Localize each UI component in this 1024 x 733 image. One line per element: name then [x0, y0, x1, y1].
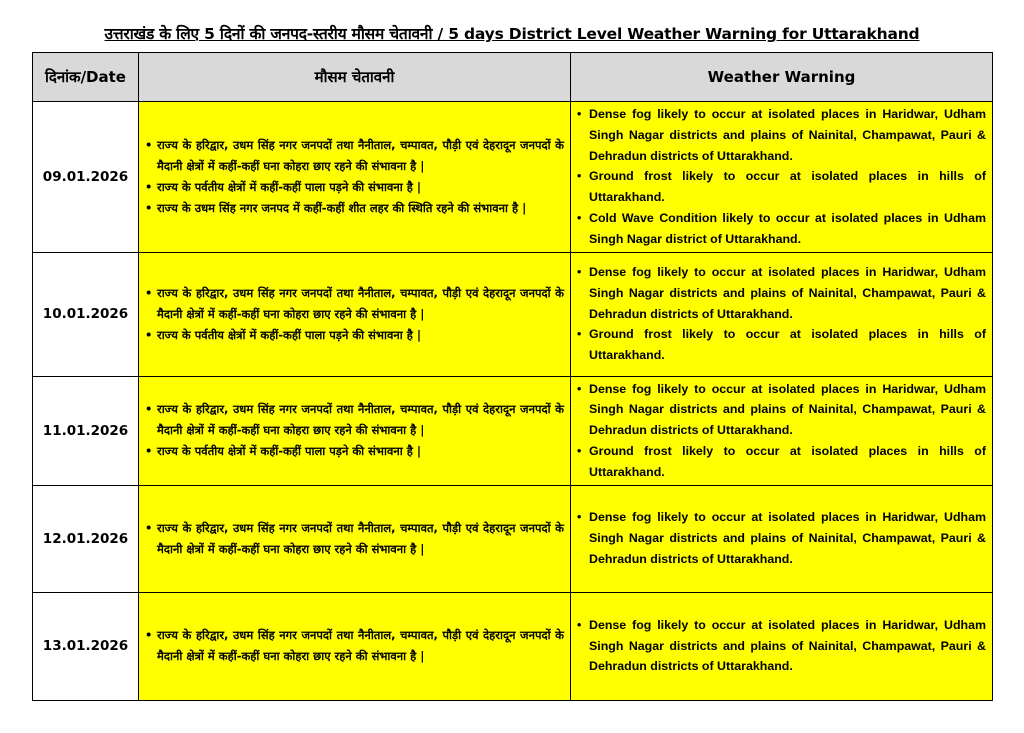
date-cell: 13.01.2026: [33, 592, 139, 700]
table-row: [33, 376, 993, 485]
table-row: [33, 252, 993, 376]
list-item: • Cold Wave Condition likely to occur at isolated places in Udham Singh Nagar district of Uttarakhand.: [575, 208, 986, 250]
list-item: • राज्य के पर्वतीय क्षेत्रों में कहीं-कहीं पाला पड़ने की संभावना है |: [143, 177, 564, 198]
list-item: • राज्य के हरिद्वार, उधम सिंह नगर जनपदों तथा नैनीताल, चम्पावत, पौड़ी एवं देहरादून जनपदों के मैदानी क्षेत्रों में कहीं-कहीं घना कोहरा छाए रहने की संभावना है |: [143, 399, 564, 441]
warning-table: [32, 52, 993, 701]
page-title: उत्तराखंड के लिए 5 दिनों की जनपद-स्तरीय मौसम चेतावनी / 5 days District Level Weather Warning for Uttarakhand: [104, 25, 920, 43]
list-item: • Ground frost likely to occur at isolated places in hills of Uttarakhand.: [575, 441, 986, 483]
english-warning-cell: [571, 252, 993, 376]
date-cell: 10.01.2026: [33, 252, 139, 376]
english-warning-cell: [571, 592, 993, 700]
list-item: • राज्य के हरिद्वार, उधम सिंह नगर जनपदों तथा नैनीताल, चम्पावत, पौड़ी एवं देहरादून जनपदों के मैदानी क्षेत्रों में कहीं-कहीं घना कोहरा छाए रहने की संभावना है |: [143, 283, 564, 325]
hindi-warning-cell: [139, 102, 571, 253]
list-item: • राज्य के पर्वतीय क्षेत्रों में कहीं-कहीं पाला पड़ने की संभावना है |: [143, 441, 564, 462]
hindi-warning-cell: [139, 592, 571, 700]
list-item: • राज्य के हरिद्वार, उधम सिंह नगर जनपदों तथा नैनीताल, चम्पावत, पौड़ी एवं देहरादून जनपदों के मैदानी क्षेत्रों में कहीं-कहीं घना कोहरा छाए रहने की संभावना है |: [143, 625, 564, 667]
list-item: • Dense fog likely to occur at isolated places in Haridwar, Udham Singh Nagar districts and plains of Nainital, Champawat, Pauri & Dehradun districts of Uttarakhand.: [575, 507, 986, 569]
list-item: • Dense fog likely to occur at isolated places in Haridwar, Udham Singh Nagar districts and plains of Nainital, Champawat, Pauri & Dehradun districts of Uttarakhand.: [575, 379, 986, 441]
table-row: [33, 485, 993, 592]
english-warning-cell: [571, 102, 993, 253]
header-hindi-warning: मौसम चेतावनी: [139, 53, 571, 102]
list-item: • राज्य के पर्वतीय क्षेत्रों में कहीं-कहीं पाला पड़ने की संभावना है |: [143, 325, 564, 346]
list-item: • राज्य के हरिद्वार, उधम सिंह नगर जनपदों तथा नैनीताल, चम्पावत, पौड़ी एवं देहरादून जनपदों के मैदानी क्षेत्रों में कहीं-कहीं घना कोहरा छाए रहने की संभावना है |: [143, 518, 564, 560]
date-cell: 11.01.2026: [33, 376, 139, 485]
date-cell: 09.01.2026: [33, 102, 139, 253]
hindi-warning-cell: [139, 252, 571, 376]
list-item: • राज्य के हरिद्वार, उधम सिंह नगर जनपदों तथा नैनीताल, चम्पावत, पौड़ी एवं देहरादून जनपदों के मैदानी क्षेत्रों में कहीं-कहीं घना कोहरा छाए रहने की संभावना है |: [143, 135, 564, 177]
english-warning-cell: [571, 485, 993, 592]
list-item: • Dense fog likely to occur at isolated places in Haridwar, Udham Singh Nagar districts and plains of Nainital, Champawat, Pauri & Dehradun districts of Uttarakhand.: [575, 104, 986, 166]
list-item: • Dense fog likely to occur at isolated places in Haridwar, Udham Singh Nagar districts and plains of Nainital, Champawat, Pauri & Dehradun districts of Uttarakhand.: [575, 615, 986, 677]
list-item: • राज्य के उधम सिंह नगर जनपद में कहीं-कहीं शीत लहर की स्थिति रहने की संभावना है |: [143, 198, 564, 219]
table-row: [33, 102, 993, 253]
table-row: [33, 592, 993, 700]
header-row: [33, 53, 993, 102]
date-cell: 12.01.2026: [33, 485, 139, 592]
hindi-warning-cell: [139, 485, 571, 592]
english-warning-cell: [571, 376, 993, 485]
header-english-warning: Weather Warning: [571, 53, 993, 102]
header-date: दिनांक/Date: [33, 53, 139, 102]
list-item: • Ground frost likely to occur at isolated places in hills of Uttarakhand.: [575, 324, 986, 366]
list-item: • Ground frost likely to occur at isolated places in hills of Uttarakhand.: [575, 166, 986, 208]
list-item: • Dense fog likely to occur at isolated places in Haridwar, Udham Singh Nagar districts and plains of Nainital, Champawat, Pauri & Dehradun districts of Uttarakhand.: [575, 262, 986, 324]
hindi-warning-cell: [139, 376, 571, 485]
